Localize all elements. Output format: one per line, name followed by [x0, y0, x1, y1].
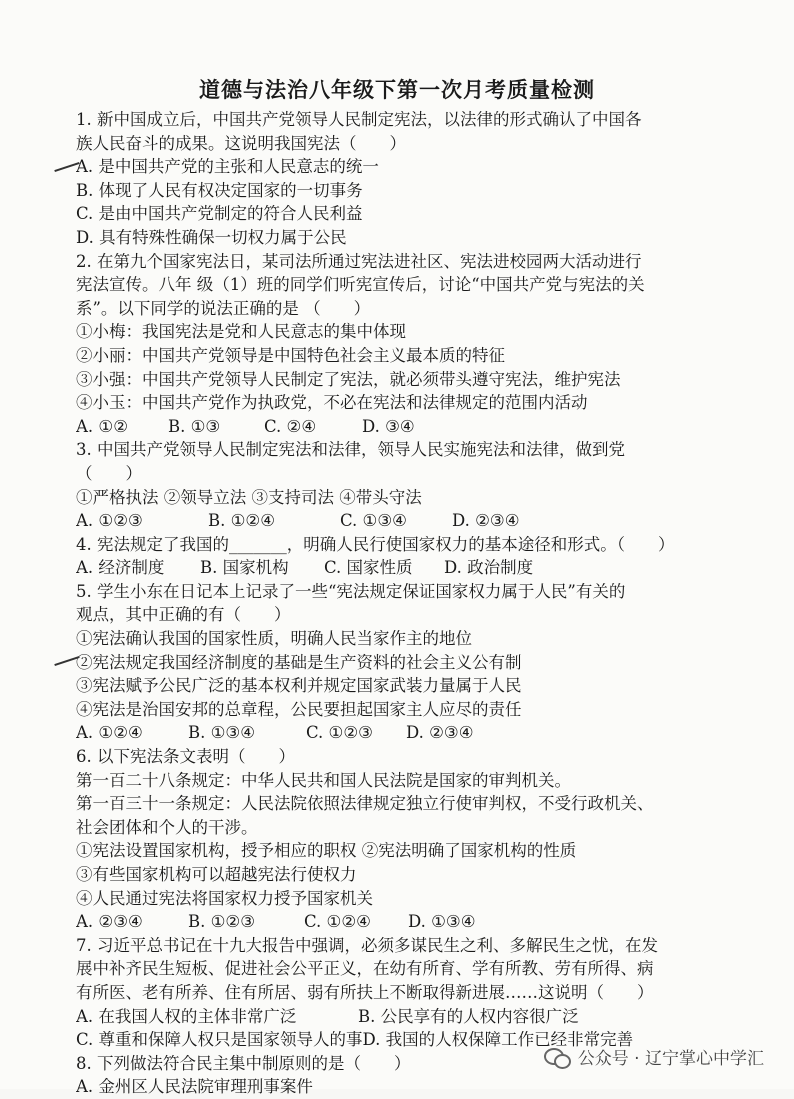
option-b: B. ①②④: [208, 511, 275, 531]
option-a: A. 在我国人权的主体非常广泛: [76, 1006, 297, 1026]
text-line: ④小玉：中国共产党作为执政党，不必在宪法和法律规定的范围内活动: [76, 393, 588, 413]
text-line: C. 是由中国共产党制定的符合人民利益: [76, 204, 363, 224]
option-c: C. ①②③: [306, 723, 373, 743]
text-line: ①宪法设置国家机构，授予相应的职权 ②宪法明确了国家机构的性质: [76, 841, 577, 861]
q2-options: [76, 415, 744, 439]
text-line: ②宪法规定我国经济制度的基础是生产资料的社会主义公有制: [76, 652, 522, 672]
text-line: ①小梅：我国宪法是党和人民意志的集中体现: [76, 322, 406, 342]
option-a: A. ①②: [76, 416, 128, 436]
text-line: ③宪法赋予公民广泛的基本权利并规定国家武装力量属于人民: [76, 676, 522, 696]
option-c: C. 尊重和保障人权只是国家领导人的事: [76, 1030, 363, 1050]
text-line: D. 具有特殊性确保一切权力属于公民: [76, 227, 347, 247]
text-line: 展中补齐民生短板、促进社会公平正义，在幼有所育、学有所教、劳有所得、病: [76, 959, 654, 979]
text-line: ①宪法确认我国的国家性质，明确人民当家作主的地位: [76, 629, 472, 649]
text-line: 宪法宣传。八年 级（1）班的同学们听宪宣传后，讨论“中国共产党与宪法的关: [76, 275, 645, 295]
text-line: 1. 新中国成立后，中国共产党领导人民制定宪法，以法律的形式确认了中国各: [76, 110, 642, 129]
watermark: [544, 1044, 764, 1069]
q5-options: [76, 721, 744, 745]
text-line: 2. 在第九个国家宪法日，某司法所通过宪法进社区、宪法进校园两大活动进行: [76, 251, 642, 271]
option-d: D. ①③④: [408, 912, 476, 932]
option-b: B. 国家机构: [200, 558, 289, 578]
text-line: 8. 下列做法符合民主集中制原则的是（ ）: [76, 1053, 411, 1073]
text-line: 观点，其中正确的有（ ）: [76, 605, 291, 625]
watermark-label: 公众号 · 辽宁掌心中学汇: [577, 1049, 764, 1069]
option-b: B. 公民享有的人权内容很广泛: [358, 1006, 579, 1026]
q3-options: [76, 509, 744, 533]
option-d: D. 我国的人权保障工作已经非常完善: [362, 1030, 634, 1050]
text-line: 3. 中国共产党领导人民制定宪法和法律，领导人民实施宪法和法律，做到党: [76, 440, 625, 460]
text-line: B. 体现了人民有权决定国家的一切事务: [76, 180, 363, 200]
wechat-icon: [544, 1046, 570, 1068]
option-c: C. 国家性质: [324, 558, 413, 578]
option-d: D. ②③④: [452, 511, 520, 531]
option-d: D. ②③④: [406, 723, 474, 743]
option-a: A. ①②③: [76, 511, 143, 531]
text-line: A. 是中国共产党的主张和人民意志的统一: [76, 157, 379, 177]
text-line: ④宪法是治国安邦的总章程，公民要担起国家主人应尽的责任: [76, 699, 522, 719]
text-line: ②小丽：中国共产党领导是中国特色社会主义最本质的特征: [76, 345, 505, 365]
text-line: 5. 学生小东在日记本上记录了一些“宪法规定保证国家权力属于人民”有关的: [76, 581, 626, 601]
text-line: 系”。以下同学的说法正确的是 （ ）: [76, 298, 371, 318]
q4-options: [76, 556, 744, 580]
option-b: B. ①③: [168, 416, 221, 436]
text-line: ③有些国家机构可以超越宪法行使权力: [76, 865, 357, 884]
option-a: A. ②③④: [76, 912, 143, 932]
text-line: 第一百二十八条规定：中华人民共和国人民法院是国家的审判机关。: [76, 770, 571, 790]
option-d: D. 政治制度: [444, 558, 534, 578]
option-a: A. 经济制度: [76, 558, 165, 578]
option-c: C. ①③④: [340, 511, 407, 531]
option-d: D. ③④: [362, 416, 415, 436]
text-line: 4. 宪法规定了我国的_______，明确人民行使国家权力的基本途径和形式。（ ）: [76, 534, 675, 554]
text-line: 第一百三十一条规定：人民法院依照法律规定独立行使审判权，不受行政机关、: [76, 794, 654, 814]
text-line: 族人民奋斗的成果。这说明我国宪法（ ）: [76, 133, 406, 153]
text-line: 6. 以下宪法条文表明（ ）: [76, 747, 295, 767]
option-b: B. ①②③: [188, 912, 255, 932]
text-line: A. 金州区人民法院审理刑事案件: [76, 1077, 313, 1097]
text-line: ①严格执法 ②领导立法 ③支持司法 ④带头守法: [76, 487, 422, 507]
text-line: 7. 习近平总书记在十九大报告中强调，必须多谋民生之利、多解民生之忧，在发: [76, 935, 658, 955]
question-content: [76, 108, 744, 1099]
option-b: B. ①③④: [188, 723, 255, 743]
option-c: C. ②④: [264, 416, 317, 436]
option-c: C. ①②④: [304, 912, 371, 932]
option-a: A. ①②④: [76, 723, 143, 743]
q7-options-ab: [76, 1005, 744, 1029]
text-line: ④人民通过宪法将国家权力授予国家机关: [76, 888, 373, 908]
page-title: 道德与法治八年级下第一次月考质量检测: [199, 77, 595, 102]
text-line: （ ）: [76, 463, 142, 483]
q6-options: [76, 910, 744, 934]
text-line: ③小强：中国共产党领导人民制定了宪法，就必须带头遵守宪法，维护宪法: [76, 369, 621, 389]
text-line: 有所医、老有所养、住有所居、弱有所扶上不断取得新进展……这说明（ ）: [76, 982, 654, 1002]
text-line: 社会团体和个人的干涉。: [76, 817, 258, 837]
